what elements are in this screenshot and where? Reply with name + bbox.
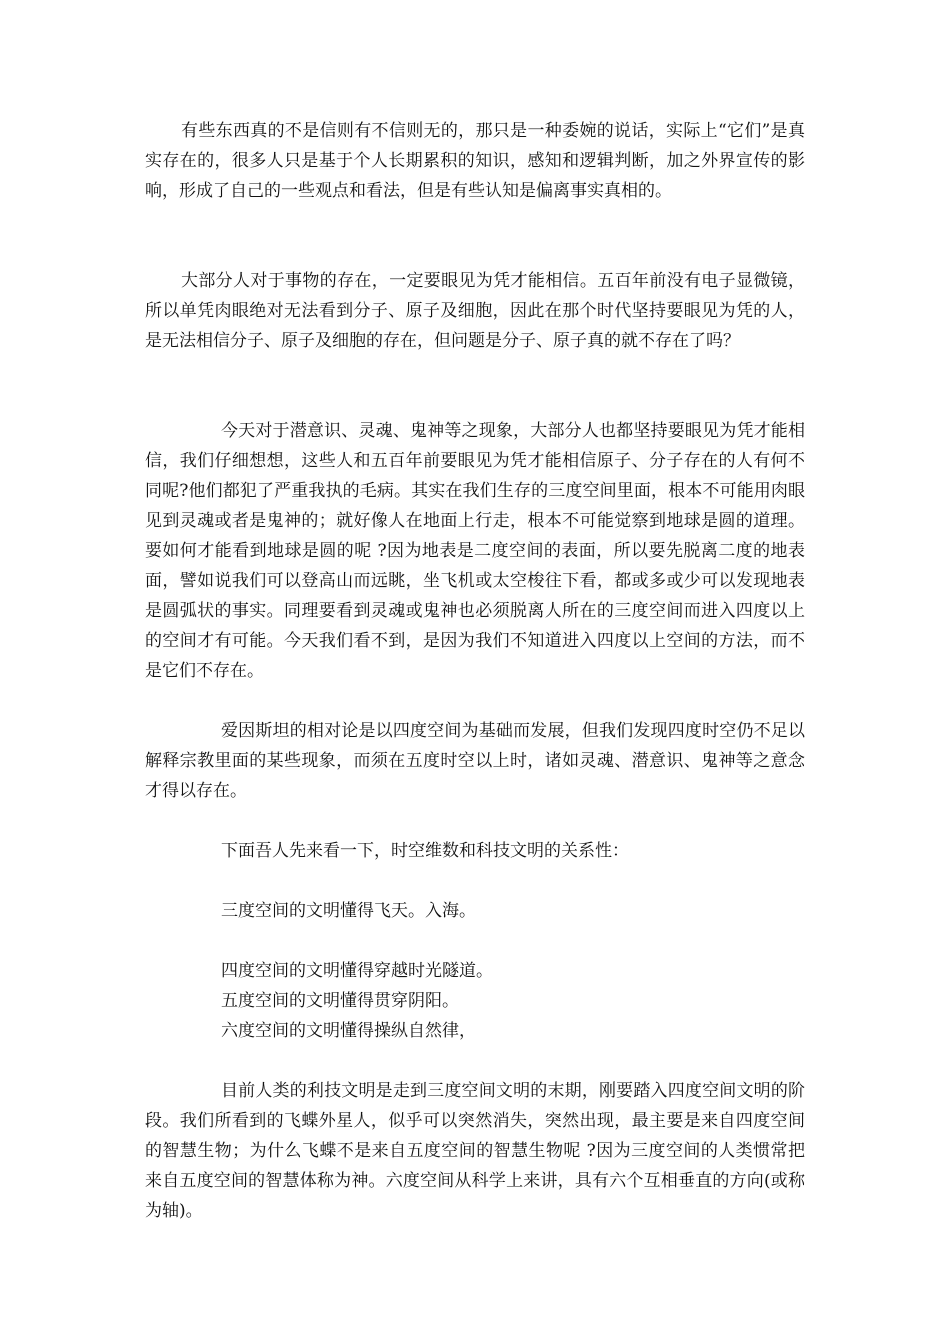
list-item-4d: 四度空间的文明懂得穿越时光隧道。 <box>221 961 493 981</box>
intro-line: 下面吾人先来看一下，时空维数和科技文明的关系性： <box>221 841 629 861</box>
list-item-6d: 六度空间的文明懂得操纵自然律， <box>221 1021 476 1041</box>
paragraph-civilization: 目前人类的利技文明是走到三度空间文明的末期，刚要踏入四度空间文明的阶段。我们所看到的飞蝶外星人，似乎可以突然消失，突然出现，最主要是来自四度空间的智慧生物；为什么飞蝶不是来自五度空间的智慧生物呢 ?因为三度空间的人类惯常把来自五度空间的智慧体称为神。六度空间从科学上来讲，具有六个互相垂直的方向(或称为轴)。 <box>145 1081 805 1221</box>
paragraph-einstein: 爱因斯坦的相对论是以四度空间为基础而发展，但我们发现四度时空仍不足以解释宗教里面的某些现象，而须在五度时空以上时，诸如灵魂、潜意识、鬼神等之意念才得以存在。 <box>145 721 805 801</box>
paragraph-belief: 有些东西真的不是信则有不信则无的，那只是一种委婉的说话，实际上“它们”是真实存在的，很多人只是基于个人长期累积的知识，感知和逻辑判断，加之外界宣传的影响，形成了自己的一些观点和看法，但是有些认知是偏离事实真相的。 <box>145 121 805 201</box>
list-item-5d: 五度空间的文明懂得贯穿阴阳。 <box>221 991 459 1011</box>
paragraph-seeing-is-believing: 大部分人对于事物的存在，一定要眼见为凭才能相信。五百年前没有电子显微镜，所以单凭肉眼绝对无法看到分子、原子及细胞，因此在那个时代坚持要眼见为凭的人，是无法相信分子、原子及细胞的存在，但问题是分子、原子真的就不存在了吗？ <box>145 271 805 351</box>
list-item-3d: 三度空间的文明懂得飞天。入海。 <box>221 901 476 921</box>
paragraph-subconscious: 今天对于潜意识、灵魂、鬼神等之现象，大部分人也都坚持要眼见为凭才能相信，我们仔细想想，这些人和五百年前要眼见为凭才能相信原子、分子存在的人有何不同呢?他们都犯了严重我执的毛病。其实在我们生存的三度空间里面，根本不可能用肉眼见到灵魂或者是鬼神的；就好像人在地面上行走，根本不可能觉察到地球是圆的道理。要如何才能看到地球是圆的呢 ?因为地表是二度空间的表面，所以要先脱离二度的地表面，譬如说我们可以登高山而远眺，坐飞机或太空梭往下看，都或多或少可以发现地表是圆弧状的事实。同理要看到灵魂或鬼神也必须脱离人所在的三度空间而进入四度以上的空间才有可能。今天我们看不到，是因为我们不知道进入四度以上空间的方法，而不是它们不存在。 <box>145 421 805 681</box>
